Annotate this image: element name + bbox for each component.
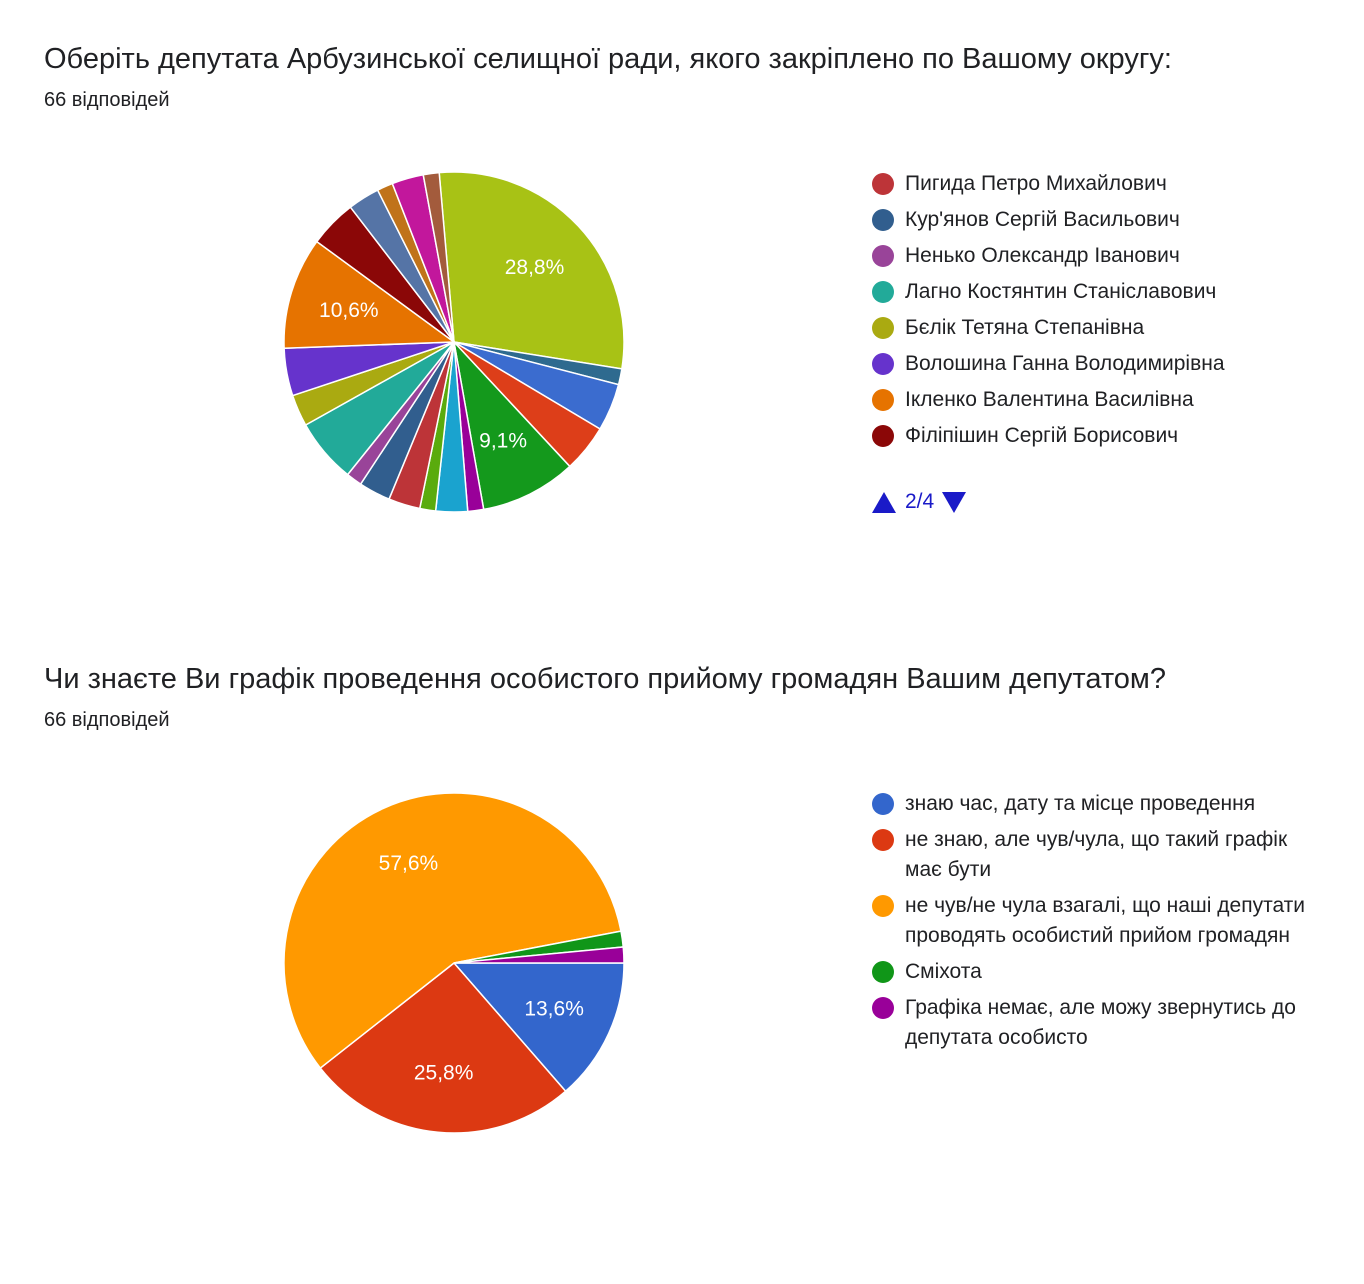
legend: [872, 789, 1312, 1059]
legend-item[interactable]: [872, 349, 1332, 379]
legend-label: Бєлік Тетяна Степанівна: [905, 316, 1145, 339]
chart-section-2: [0, 620, 1364, 1284]
legend-label: Графіка немає, але можу звернутись до депутата особисто: [905, 996, 1296, 1049]
legend-item[interactable]: [872, 825, 1312, 885]
legend-label: Пигида Петро Михайлович: [905, 172, 1167, 195]
slice-percent-label: 28,8%: [504, 256, 565, 280]
page-up-icon[interactable]: [872, 492, 896, 513]
legend-swatch-icon: [872, 209, 894, 231]
legend-item[interactable]: [872, 241, 1332, 271]
legend-item[interactable]: [872, 891, 1312, 951]
legend-swatch-icon: [872, 317, 894, 339]
legend-label: не знаю, але чув/чула, що такий графік має бути: [905, 828, 1288, 881]
slice-percent-label: 9,1%: [479, 429, 528, 453]
legend-label: Волошина Ганна Володимирівна: [905, 352, 1225, 375]
slice-percent-label: 10,6%: [319, 298, 379, 322]
legend-item[interactable]: [872, 421, 1332, 451]
legend-label: Філіпішин Сергій Борисович: [905, 424, 1179, 447]
legend-swatch-icon: [872, 961, 894, 983]
slice-percent-label: 57,6%: [378, 851, 439, 875]
slice-percent-label: 25,8%: [413, 1061, 474, 1085]
page-down-icon[interactable]: [942, 492, 966, 513]
legend-swatch-icon: [872, 425, 894, 447]
legend-label: Кур'янов Сергій Васильович: [905, 208, 1180, 231]
legend-item[interactable]: [872, 277, 1332, 307]
legend-item[interactable]: [872, 313, 1332, 343]
legend-label: Сміхота: [905, 960, 982, 983]
legend-swatch-icon: [872, 173, 894, 195]
legend-swatch-icon: [872, 389, 894, 411]
legend-swatch-icon: [872, 997, 894, 1019]
legend-item[interactable]: [872, 993, 1312, 1053]
legend-label: Ікленко Валентина Василівна: [905, 388, 1194, 411]
legend-item[interactable]: [872, 205, 1332, 235]
legend-pager: [872, 490, 966, 514]
legend-label: Лагно Костянтин Станіславович: [905, 280, 1217, 303]
response-count: 66 відповідей: [44, 709, 170, 731]
legend-label: знаю час, дату та місце проведення: [905, 792, 1256, 815]
response-count: 66 відповідей: [44, 89, 170, 111]
legend-swatch-icon: [872, 353, 894, 375]
legend: [872, 169, 1332, 457]
legend-label: не чув/не чула взагалі, що наші депутати проводять особистий прийом громадян: [905, 894, 1306, 947]
legend-page-indicator: 2/4: [905, 490, 935, 513]
slice-percent-label: 13,6%: [524, 997, 584, 1021]
legend-swatch-icon: [872, 895, 894, 917]
legend-swatch-icon: [872, 281, 894, 303]
legend-swatch-icon: [872, 245, 894, 267]
legend-item[interactable]: [872, 957, 1312, 987]
legend-item[interactable]: [872, 385, 1332, 415]
legend-swatch-icon: [872, 793, 894, 815]
question-title: Чи знаєте Ви графік проведення особистого прийому громадян Вашим депутатом?: [44, 663, 1166, 695]
chart-section-1: [0, 0, 1364, 620]
legend-swatch-icon: [872, 829, 894, 851]
legend-item[interactable]: [872, 789, 1312, 819]
legend-item[interactable]: [872, 169, 1332, 199]
legend-label: Ненько Олександр Іванович: [905, 244, 1180, 267]
question-title: Оберіть депутата Арбузинської селищної ради, якого закріплено по Вашому округу:: [44, 43, 1172, 75]
